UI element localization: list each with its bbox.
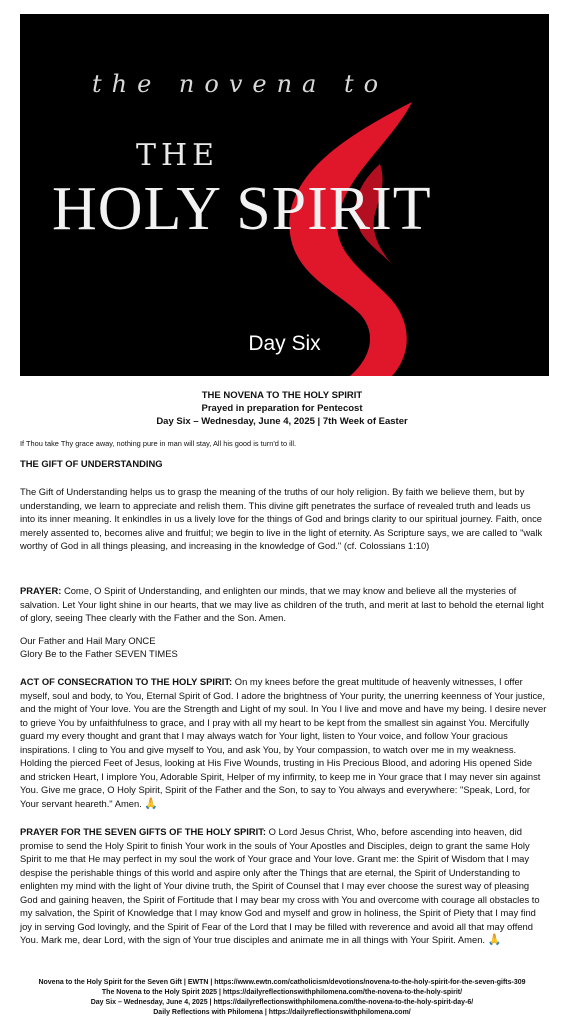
consecration-label: ACT OF CONSECRATION TO THE HOLY SPIRIT: (20, 676, 233, 687)
page-subtitle: Prayed in preparation for Pentecost (201, 403, 363, 414)
page-dateline: Day Six – Wednesday, June 4, 2025 | 7th Week of Easter (156, 416, 408, 427)
footer-source-day-six: Day Six – Wednesday, June 4, 2025 | https://dailyreflectionswithphilomena.com/the-novena-to-the-holy-spirit-day-6/ (90, 999, 474, 1006)
novena-banner-image (20, 14, 549, 376)
consecration-text: On my knees before the great multitude of heavenly witnesses, I offer myself, soul and body, to You, Eternal Spirit of God. I adore the brightness of Your purity, the unerring keenness of Your justice, and the might of Your love. You are the Strength and Light of my soul. In You I live and move and have my being. I desire never to grieve You by unfaithfulness to grace, and I pray with all my heart to be kept from the smallest sin against You. Mercifully guard my every thought and grant that I may always watch for Your light, listen to Your voice, and follow Your gracious inspirations. I cling to You and give myself to You, and ask You, by Your compassion, to watch over me in my weakness. Holding the pierced Feet of Jesus, looking at His Five Wounds, trusting in His Precious Blood, and adoring His opened Side and stricken Heart, I implore You, Adorable Spirit, Helper of my infirmity, to keep me in Your grace that I may never sin against You. Give me grace, O Holy Spirit, Spirit of the Father and the Son, to say to You always and everywhere: "Speak, Lord, for Your servant heareth." Amen. (20, 676, 547, 809)
banner-kicker: the novena to (92, 70, 389, 98)
gift-description: The Gift of Understanding helps us to grasp the meaning of the truths of our holy religion. By faith we believe them, but by understanding, we learn to appreciate and relish them. This divine gift penetrates the surface of revealed truth and leads us into its inner meaning. It enkindles in us a lively love for the things of God and brings clarity to our spiritual journey. Faith, once merely assented to, becomes alive and fruitful; we begin to live in the light of eternity. As Scripture says, we are called to "walk worthy of God in all things pleasing, and increasing in the knowledge of God." (cf. Colossians 1:10) (20, 486, 543, 551)
prayer-paragraph (20, 584, 548, 625)
footer-source-ewtn: Novena to the Holy Spirit for the Seven Gift | EWTN | https://www.ewtn.com/catholicism/devotions/novena-to-the-holy-spirit-for-the-seven-gifts-309 (38, 979, 526, 986)
consecration-paragraph (20, 675, 548, 811)
banner-day-label: Day Six (248, 332, 321, 355)
recitation-glory-be: Glory Be to the Father SEVEN TIMES (20, 648, 178, 659)
recitation-our-father: Our Father and Hail Mary ONCE (20, 635, 156, 646)
gift-heading: THE GIFT OF UNDERSTANDING (20, 458, 163, 469)
footer-source-novena: The Novena to the Holy Spirit 2025 | https://dailyreflectionswithphilomena.com/the-novena-to-the-holy-spirit/ (101, 989, 463, 996)
seven-gifts-text: O Lord Jesus Christ, Who, before ascending into heaven, did promise to send the Holy Spirit to finish Your work in the souls of Your Apostles and Disciples, deign to grant the same Holy Spirit to me that He may perfect in my soul the work of Your grace and Your love. Grant me: the Spirit of Wisdom that I may despise the perishable things of this world and aspire only after the Things that are eternal, the Spirit of Understanding to enlighten my mind with the light of Your divine truth, the Spirit of Counsel that I may ever choose the surest way of pleasing God and gaining heaven, the Spirit of Fortitude that I may bear my cross with You and overcome with courage all obstacles to my salvation, the Spirit of Knowledge that I may know God and myself and grow in holiness, the Spirit of Piety that I may find joy in serving God lovingly, and the Spirit of Fear of the Lord that I may be filled with reverence and avoid all that may offend You. Mark me, dear Lord, with the sign of Your true disciples and animate me in all things with Your Spirit. Amen. (20, 826, 540, 945)
praying-hands-icon: 🙏 (487, 934, 502, 946)
footer-source-site: Daily Reflections with Philomena | https://dailyreflectionswithphilomena.com/ (153, 1009, 411, 1016)
banner-the: THE (136, 138, 220, 173)
prayer-label: PRAYER: (20, 585, 62, 596)
page-title: THE NOVENA TO THE HOLY SPIRIT (201, 390, 363, 401)
seven-gifts-paragraph (20, 825, 548, 948)
intro-line: If Thou take Thy grace away, nothing pure in man will stay, All his good is turn'd to ill. (20, 439, 297, 448)
prayer-text: Come, O Spirit of Understanding, and enlighten our minds, that we may know and believe all the mysteries of salvation. Let Your light shine in our hearts, that we may live as children of the truth, and merit at last to behold the eternal light of glory, seeing Thee clearly with the Father and the Son. Amen. (20, 585, 544, 623)
banner-title: HOLY SPIRIT (52, 175, 432, 243)
seven-gifts-label: PRAYER FOR THE SEVEN GIFTS OF THE HOLY SPIRIT: (20, 826, 267, 837)
praying-hands-icon: 🙏 (144, 797, 159, 810)
